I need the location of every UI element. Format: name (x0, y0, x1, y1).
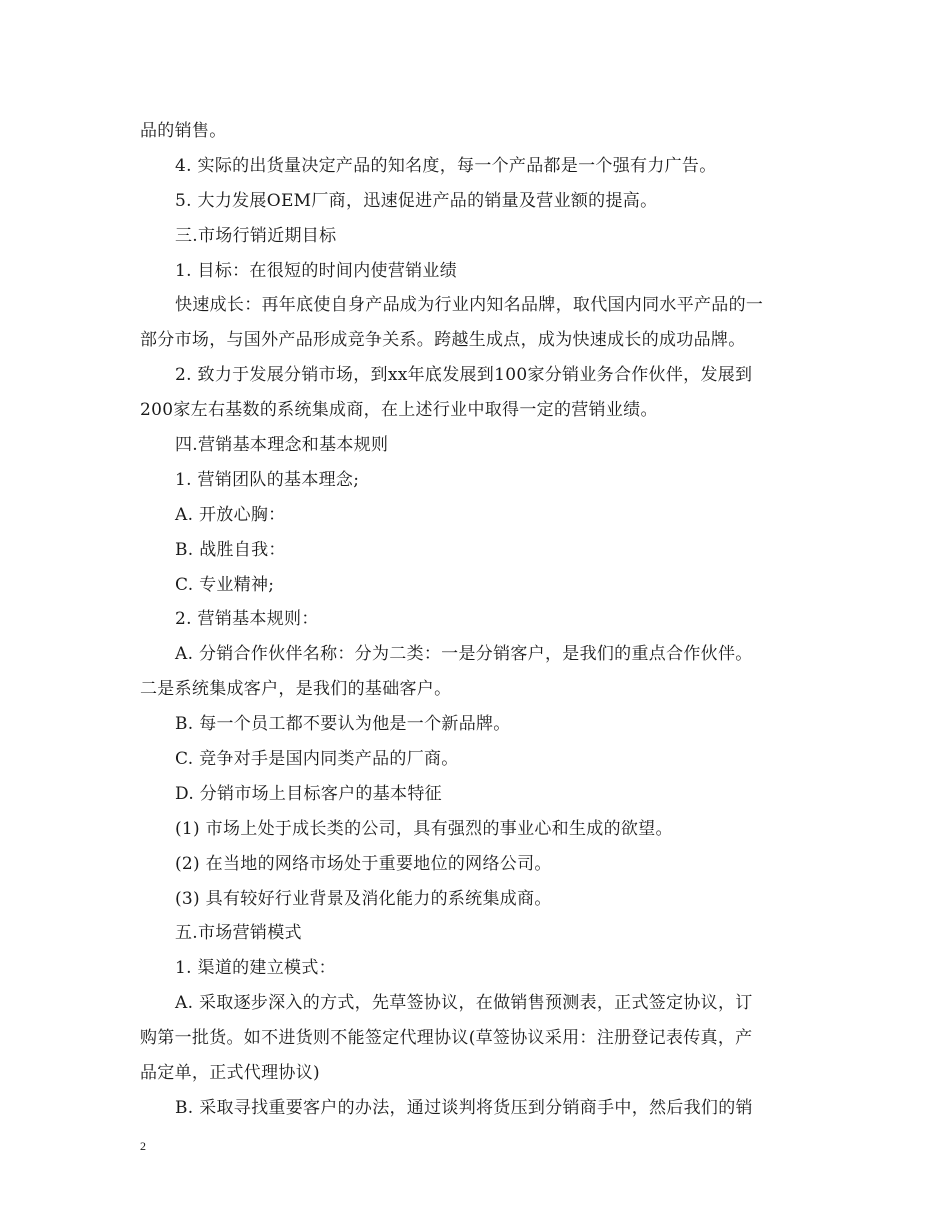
text-line: 1. 营销团队的基本理念; (175, 469, 360, 490)
text-line: 2. 营销基本规则： (175, 609, 319, 630)
text-line: 部分市场，与国外产品形成竞争关系。跨越生成点，成为快速成长的成功品牌。 (140, 330, 746, 351)
text-line: C. 专业精神; (175, 574, 275, 595)
text-line: 快速成长：再年底使自身产品成为行业内知名品牌，取代国内同水平产品的一 (175, 295, 764, 316)
page-number: 2 (140, 1139, 146, 1153)
text-line: 二是系统集成客户，是我们的基础客户。 (140, 679, 452, 700)
text-line: 品定单，正式代理协议) (140, 1063, 320, 1084)
text-line: B. 每一个员工都不要认为他是一个新品牌。 (175, 714, 511, 735)
text-line: 1. 渠道的建立模式： (175, 958, 336, 979)
text-line: 1. 目标：在很短的时间内使营销业绩 (175, 260, 458, 281)
text-line: (2) 在当地的网络市场处于重要地位的网络公司。 (175, 853, 552, 874)
text-line: 购第一批货。如不进货则不能签定代理协议(草签协议采用：注册登记表传真，产 (140, 1028, 753, 1049)
text-line: 4. 实际的出货量决定产品的知名度，每一个产品都是一个强有力广告。 (175, 155, 717, 176)
text-line: A. 分销合作伙伴名称：分为二类：一是分销客户，是我们的重点合作伙伴。 (175, 644, 753, 665)
text-line: B. 采取寻找重要客户的办法，通过谈判将货压到分销商手中，然后我们的销 (175, 1097, 753, 1118)
text-line: 5. 大力发展OEM厂商，迅速促进产品的销量及营业额的提高。 (175, 190, 658, 211)
text-line: 三.市场行销近期目标 (175, 225, 337, 246)
text-line: 四.营销基本理念和基本规则 (175, 435, 389, 456)
text-line: 200家左右基数的系统集成商，在上述行业中取得一定的营销业绩。 (140, 400, 658, 421)
text-line: 品的销售。 (140, 121, 227, 141)
text-line: 2. 致力于发展分销市场，到xx年底发展到100家分销业务合作伙伴，发展到 (175, 365, 753, 386)
text-line: D. 分销市场上目标客户的基本特征 (175, 783, 442, 804)
text-line: B. 战胜自我： (175, 539, 286, 560)
text-line: A. 开放心胸： (175, 504, 286, 525)
text-line: A. 采取逐步深入的方式，先草签协议，在做销售预测表，正式签定协议，订 (175, 993, 753, 1014)
text-line: (1) 市场上处于成长类的公司，具有强烈的事业心和生成的欲望。 (175, 818, 673, 839)
text-line: C. 竞争对手是国内同类产品的厂商。 (175, 749, 459, 770)
text-line: 五.市场营销模式 (175, 923, 302, 944)
document-body (140, 114, 820, 1126)
text-line: (3) 具有较好行业背景及消化能力的系统集成商。 (175, 888, 552, 909)
